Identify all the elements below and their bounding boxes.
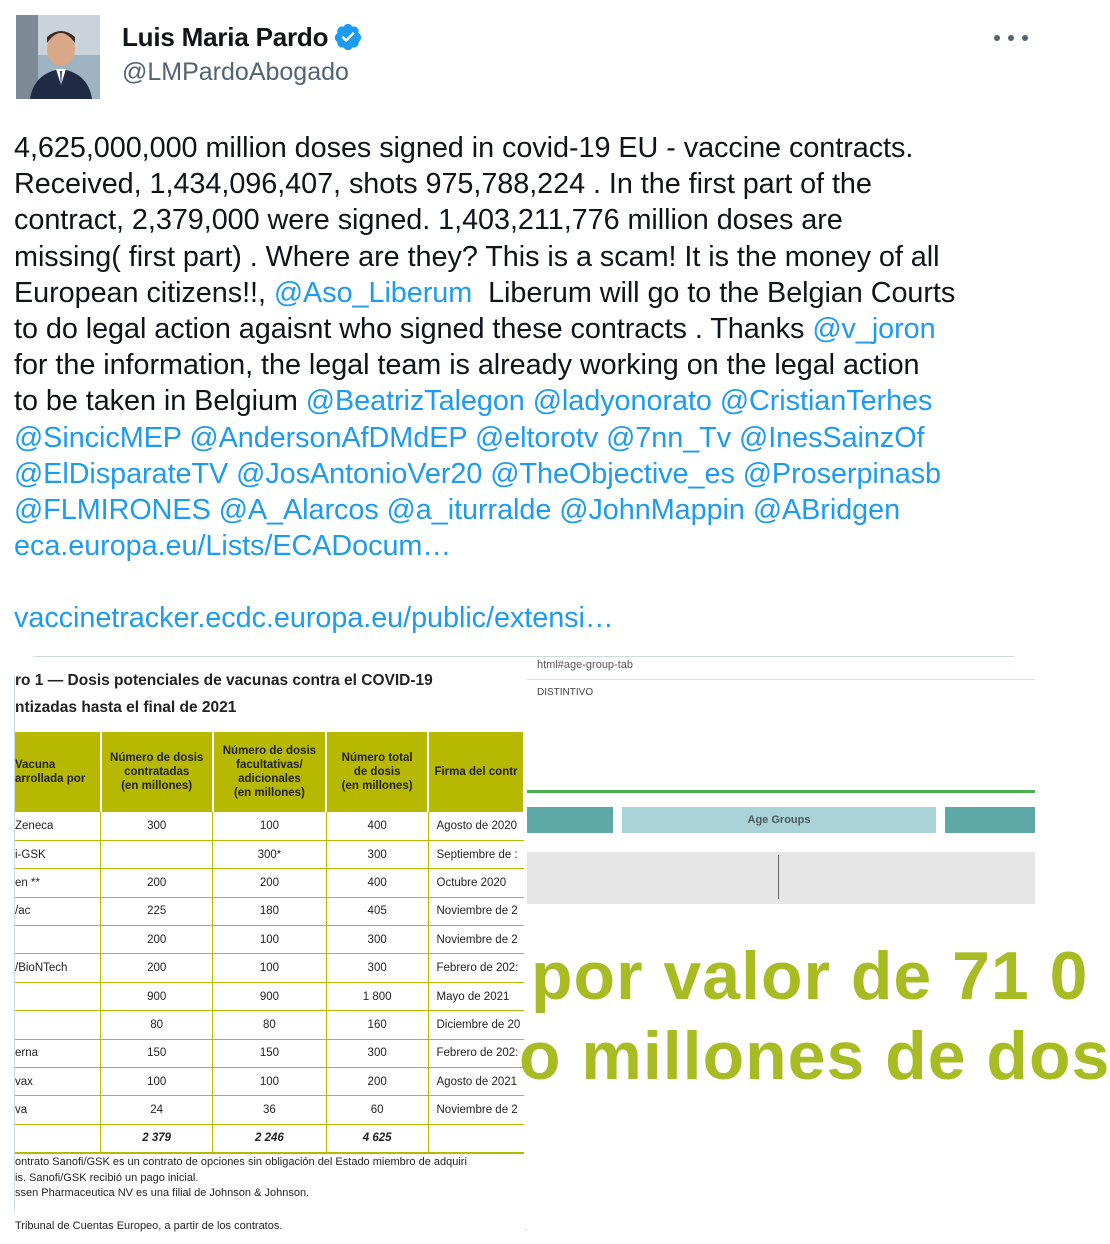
external-link[interactable]: eca.europa.eu/Lists/ECADocum… [14, 530, 452, 563]
table-cell: 300 [101, 812, 213, 840]
table-row [15, 926, 524, 954]
mention-link[interactable]: @A_Alarcos [218, 493, 379, 526]
tab-segment [527, 807, 613, 833]
table-cell: Mayo de 2021 [428, 982, 524, 1010]
table-total-cell [15, 1124, 101, 1152]
table-cell: Octubre 2020 [428, 869, 524, 897]
table-cell: 300 [326, 1039, 428, 1067]
mention-link[interactable]: @JosAntonioVer20 [236, 457, 483, 490]
more-icon[interactable] [994, 26, 1028, 50]
table-header-cell: Número total de dosis (en millones) [326, 732, 428, 812]
table-cell: 36 [213, 1096, 327, 1124]
table-cell: 100 [101, 1068, 213, 1096]
tab-segment [945, 807, 1035, 833]
table-cell: vax [15, 1068, 101, 1096]
table-title [15, 667, 433, 721]
green-rule [527, 790, 1035, 793]
table-cell: 900 [101, 982, 213, 1010]
vertical-divider [778, 855, 779, 899]
tweet-line: Received, 1,434,096,407, shots 975,788,224 . In the first part of the [14, 168, 872, 201]
table-cell: 300* [213, 840, 327, 868]
mention-link[interactable]: @FLMIRONES [14, 493, 211, 526]
table-cell: 80 [101, 1011, 213, 1039]
table-header-cell: Número de dosis facultativas/ adicionales (en millones) [213, 732, 327, 812]
avatar[interactable] [16, 15, 100, 99]
media-grid [14, 656, 1110, 1232]
table-cell: 100 [213, 1068, 327, 1096]
tweet-text-segment: Liberum will go to the Belgian Courts [472, 276, 956, 309]
table-cell: 200 [213, 869, 327, 897]
table-note: is. Sanofi/GSK recibió un pago inicial. [15, 1171, 199, 1184]
media-image-tracker[interactable] [519, 657, 1110, 1231]
handle[interactable]: @LMPardoAbogado [122, 58, 349, 86]
table-row [15, 982, 524, 1010]
table-cell: 200 [101, 869, 213, 897]
table-cell: 900 [213, 982, 327, 1010]
table-note: Tribunal de Cuentas Europeo, a partir de los contratos. [15, 1220, 283, 1232]
table-total-cell [428, 1124, 524, 1152]
divider [527, 679, 1035, 680]
mention-link[interactable]: @ladyonorato [532, 385, 712, 418]
table-body [15, 812, 524, 1153]
table-total-row [15, 1124, 524, 1152]
mention-link[interactable]: @TheObjective_es [490, 457, 735, 490]
tweet-line: for the information, the legal team is already working on the legal action [14, 349, 920, 382]
mention-link[interactable]: @SincicMEP [14, 421, 182, 454]
table-note: ssen Pharmaceutica NV es una filial de Johnson & Johnson. [15, 1187, 310, 1199]
table-cell: /BioNTech [15, 954, 101, 982]
table-cell: 150 [213, 1039, 327, 1067]
table-cell: 1 800 [326, 982, 428, 1010]
table-cell: 200 [101, 954, 213, 982]
table-cell: 100 [213, 812, 327, 840]
big-text-line: o millones de dos [519, 1018, 1110, 1094]
table-row [15, 869, 524, 897]
blank-line [14, 564, 1030, 600]
table-cell [15, 982, 101, 1010]
tweet-line [14, 420, 1030, 456]
table-cell: va [15, 1096, 101, 1124]
table-cell: 80 [213, 1011, 327, 1039]
table-cell: 180 [213, 897, 327, 925]
mention-link[interactable]: @eltorotv [474, 421, 599, 454]
table-cell: 300 [326, 840, 428, 868]
mention-link[interactable]: @ABridgen [752, 493, 901, 526]
table-cell: 100 [213, 954, 327, 982]
table-notes [15, 1155, 467, 1235]
table-cell: Noviembre de 2 [428, 897, 524, 925]
tweet-line [14, 275, 1030, 311]
grey-band [527, 852, 1035, 904]
mention-link[interactable]: @InesSainzOf [739, 421, 925, 454]
mention-link[interactable]: @Aso_Liberum [273, 276, 473, 309]
media-image-table[interactable] [15, 657, 525, 1231]
mention-link[interactable]: @BeatrizTalegon [305, 385, 525, 418]
mention-link[interactable]: @7nn_Tv [606, 421, 732, 454]
table-header-row [15, 732, 524, 812]
table-cell: Febrero de 202: [428, 954, 524, 982]
table-cell: Septiembre de : [428, 840, 524, 868]
table-cell: erna [15, 1039, 101, 1067]
table-header-cell: Número de dosis contratadas (en millones) [101, 732, 213, 812]
author-block [122, 20, 363, 87]
table-header-cell: Vacuna arrollada por [15, 732, 101, 812]
tweet-line [14, 456, 1030, 492]
mention-link[interactable]: @Proserpinasb [742, 457, 942, 490]
table-row [15, 1096, 524, 1124]
tweet-text-segment: European citizens!!, [14, 276, 274, 309]
mention-link[interactable]: @AndersonAfDMdEP [189, 421, 467, 454]
mention-link[interactable]: @JohnMappin [559, 493, 745, 526]
table-cell: 400 [326, 812, 428, 840]
table-cell [101, 840, 213, 868]
table-row [15, 954, 524, 982]
table-cell: 160 [326, 1011, 428, 1039]
distintivo-label: DISTINTIVO [537, 687, 594, 698]
table-header-cell: Firma del contr [428, 732, 524, 812]
table-cell: 400 [326, 869, 428, 897]
table-cell: 200 [326, 1068, 428, 1096]
tweet-text-segment: to be taken in Belgium [14, 385, 306, 418]
doses-table [15, 732, 525, 1154]
table-row [15, 1011, 524, 1039]
tweet-text [14, 130, 1030, 637]
table-row [15, 1068, 524, 1096]
table-cell: Agosto de 2020 [428, 812, 524, 840]
tweet-line [14, 528, 1030, 564]
tweet-line [14, 600, 1030, 636]
table-cell: Noviembre de 2 [428, 1096, 524, 1124]
table-total-cell: 2 246 [213, 1124, 327, 1152]
table-title-line: ro 1 — Dosis potenciales de vacunas contra el COVID-19 [15, 672, 433, 689]
tweet-line [14, 311, 1030, 347]
tweet-line [14, 383, 1030, 419]
big-text-line: por valor de 71 0 [531, 938, 1089, 1014]
table-note [15, 1202, 467, 1218]
table-note: ontrato Sanofi/GSK es un contrato de opciones sin obligación del Estado miembro de adquiri [15, 1156, 467, 1168]
table-cell: 225 [101, 897, 213, 925]
table-cell: i-GSK [15, 840, 101, 868]
avatar-photo [16, 15, 100, 99]
table-cell: 300 [326, 926, 428, 954]
table-cell: 60 [326, 1096, 428, 1124]
table-cell: /ac [15, 897, 101, 925]
table-cell: Zeneca [15, 812, 101, 840]
table-cell [15, 1011, 101, 1039]
external-link[interactable]: vaccinetracker.ecdc.europa.eu/public/extensi… [14, 602, 614, 635]
mention-link[interactable]: @ElDisparateTV [14, 457, 229, 490]
table-row [15, 1039, 524, 1067]
table-cell: Agosto de 2021 [428, 1068, 524, 1096]
mention-link[interactable]: @a_iturralde [386, 493, 552, 526]
url-fragment: html#age-group-tab [537, 659, 634, 671]
table-cell: en ** [15, 869, 101, 897]
tweet-line: contract, 2,379,000 were signed. 1,403,211,776 million doses are [14, 204, 843, 237]
table-cell: 100 [213, 926, 327, 954]
mention-link[interactable]: @v_joron [812, 312, 936, 345]
table-cell: 405 [326, 897, 428, 925]
tweet-text-segment: to do legal action agaisnt who signed these contracts . Thanks [14, 312, 813, 345]
table-cell: Febrero de 202: [428, 1039, 524, 1067]
mention-link[interactable]: @CristianTerhes [719, 385, 933, 418]
table-row [15, 897, 524, 925]
table-cell [15, 926, 101, 954]
table-total-cell: 4 625 [326, 1124, 428, 1152]
table-cell: 300 [326, 954, 428, 982]
verified-badge-icon [333, 22, 363, 52]
table-title-line: ntizadas hasta el final de 2021 [15, 699, 237, 716]
table-row [15, 812, 524, 840]
table-cell: 200 [101, 926, 213, 954]
tweet-line: 4,625,000,000 million doses signed in covid-19 EU - vaccine contracts. [14, 132, 914, 164]
display-name[interactable]: Luis Maria Pardo [122, 21, 329, 52]
table-total-cell: 2 379 [101, 1124, 213, 1152]
tweet-line: missing( first part) . Where are they? This is a scam! It is the money of all [14, 240, 940, 273]
table-row [15, 840, 524, 868]
age-groups-tab: Age Groups [622, 807, 936, 833]
tweet-line [14, 492, 1030, 528]
table-cell: Noviembre de 2 [428, 926, 524, 954]
table-cell: 24 [101, 1096, 213, 1124]
table-cell: Diciembre de 20 [428, 1011, 524, 1039]
table-cell: 150 [101, 1039, 213, 1067]
